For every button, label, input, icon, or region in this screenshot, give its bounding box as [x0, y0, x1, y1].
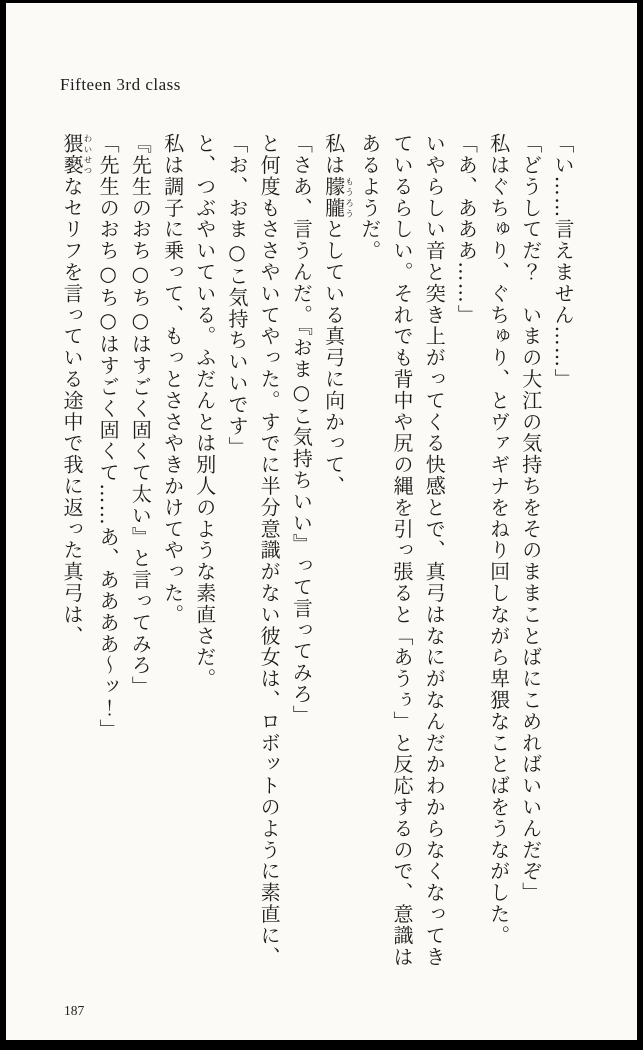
paragraph-2: 「どうしてだ？ いまの大江の気持ちをそのままことばにこめればいいんだぞ」 — [518, 133, 543, 904]
paragraph-5: いやらしい音と突き上がってくる快感とで、真弓はなにがなんだかわからなくなってきているらしい。それでも背中や尻の縄を引っ張ると「あうぅ」と反応するので、意識はあるようだ。 — [357, 133, 447, 968]
paragraph-6: 私は朦朧もうろうとしている真弓に向かって、 — [321, 133, 354, 497]
paragraph-3: 私はぐちゅり、ぐちゅり、とヴァギナをねり回しながら卑猥なことばをうながした。 — [486, 133, 511, 947]
paragraph-14: 猥褻わいせつなセリフを言っている途中で我に返った真弓は、 — [59, 133, 92, 647]
paragraph-1: 「い……言えません……」 — [551, 133, 575, 390]
paragraph-7: 「さあ、言うんだ。『おま○こ気持ちいい』って言ってみろ」 — [289, 133, 314, 727]
paragraph-4: 「あ、あああ……」 — [454, 133, 479, 326]
paragraph-9: 「お、おま○こ気持ちいいです」 — [224, 133, 249, 458]
running-header: Fifteen 3rd class — [60, 75, 181, 94]
paragraph-11: 私は調子に乗って、もっとささやきかけてやった。 — [160, 133, 185, 626]
paragraph-13: 「先生のおち○ち○はすごく固くて……あ、ああああ～ッ！」 — [96, 133, 121, 741]
paragraph-8: と何度もささやいてやった。すでに半分意識がない彼女は、ロボットのように素直に、 — [257, 133, 282, 968]
book-page — [6, 3, 637, 1040]
page-number: 187 — [64, 1003, 85, 1018]
paragraph-10: と、つぶやいている。ふだんとは別人のような素直さだ。 — [192, 133, 217, 690]
paragraph-12: 『先生のおち○ち○はすごく固くて太い』と言ってみろ」 — [128, 133, 153, 698]
vertical-text-block — [59, 133, 579, 981]
